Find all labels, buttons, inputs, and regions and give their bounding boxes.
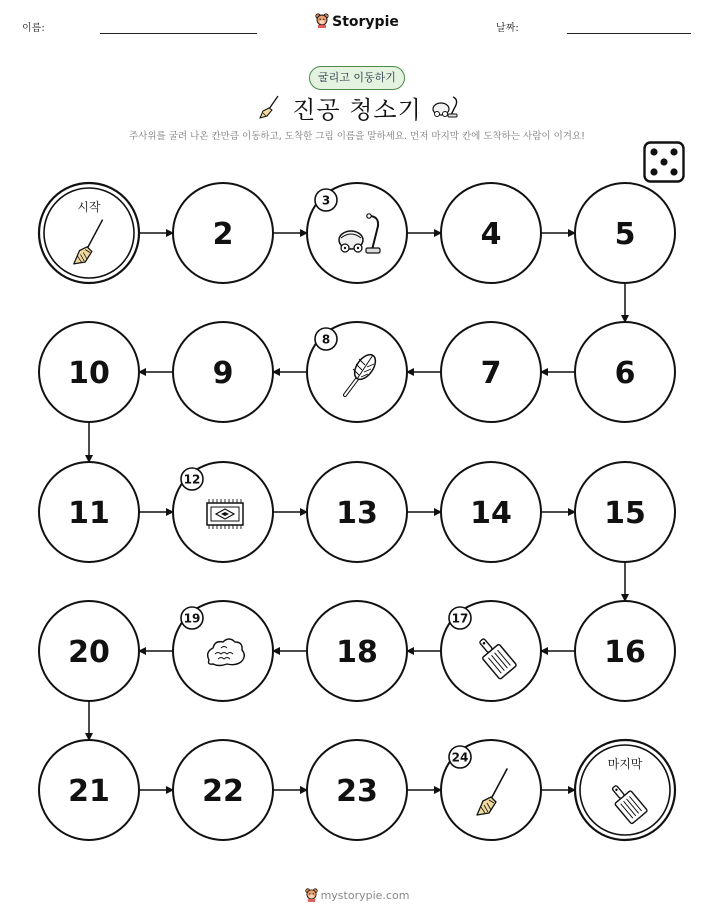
space-number: 13 — [336, 496, 378, 531]
board-space[interactable] — [441, 740, 541, 840]
board-space[interactable] — [307, 462, 407, 562]
footer — [0, 887, 714, 905]
board-space[interactable] — [441, 462, 541, 562]
game-type-badge: 굴리고 이동하기 — [309, 66, 405, 90]
board-space[interactable] — [173, 462, 273, 562]
board-space[interactable] — [173, 740, 273, 840]
start-label: 시작 — [77, 200, 101, 214]
board-space[interactable] — [39, 462, 139, 562]
board-space[interactable] — [39, 322, 139, 422]
board-space[interactable] — [575, 740, 675, 840]
space-number: 2 — [212, 217, 234, 252]
space-number: 10 — [68, 356, 110, 391]
space-number: 14 — [470, 496, 512, 531]
space-number-badge: 19 — [183, 611, 201, 626]
board-space[interactable] — [575, 462, 675, 562]
board-space[interactable] — [173, 322, 273, 422]
space-number: 16 — [604, 635, 646, 670]
space-number-badge: 17 — [451, 611, 469, 626]
board-space[interactable] — [575, 601, 675, 701]
board-space[interactable] — [173, 601, 273, 701]
board-tiles — [39, 183, 675, 840]
space-number: 11 — [68, 496, 110, 531]
brand-name: Storypie — [332, 14, 399, 30]
space-number-badge: 12 — [183, 472, 201, 487]
space-number: 15 — [604, 496, 646, 531]
instructions: 주사위를 굴려 나온 칸만큼 이동하고, 도착한 그림 이름을 말하세요. 먼저 마지막 칸에 도착하는 사람이 이겨요! — [129, 131, 585, 142]
board-space[interactable] — [39, 183, 139, 283]
board-space[interactable] — [39, 601, 139, 701]
space-number: 4 — [480, 217, 502, 252]
space-number-badge: 3 — [321, 193, 331, 208]
board-space[interactable] — [575, 322, 675, 422]
board-space[interactable] — [173, 183, 273, 283]
space-number: 6 — [614, 356, 636, 391]
name-label: 이름: — [22, 23, 45, 34]
space-number: 7 — [480, 356, 502, 391]
space-number-badge: 24 — [451, 750, 469, 765]
space-number: 21 — [68, 774, 110, 809]
board-space[interactable] — [441, 601, 541, 701]
space-number-badge: 8 — [321, 332, 331, 347]
date-label: 날짜: — [496, 23, 519, 34]
finish-label: 마지막 — [607, 757, 643, 771]
board-space[interactable] — [441, 183, 541, 283]
page-title: 진공 청소기 — [292, 96, 422, 124]
rug-icon — [207, 499, 243, 529]
board-space[interactable] — [307, 183, 407, 283]
footer-url[interactable]: mystorypie.com — [320, 889, 410, 902]
space-number: 20 — [68, 635, 110, 670]
board-space[interactable] — [575, 183, 675, 283]
space-number: 22 — [202, 774, 244, 809]
space-number: 9 — [212, 356, 234, 391]
space-number: 18 — [336, 635, 378, 670]
space-number: 5 — [614, 217, 636, 252]
board-space[interactable] — [307, 601, 407, 701]
board-space[interactable] — [307, 322, 407, 422]
board-space[interactable] — [307, 740, 407, 840]
storypie-logo-icon — [305, 887, 318, 905]
space-number: 23 — [336, 774, 378, 809]
board-space[interactable] — [39, 740, 139, 840]
board-space[interactable] — [441, 322, 541, 422]
